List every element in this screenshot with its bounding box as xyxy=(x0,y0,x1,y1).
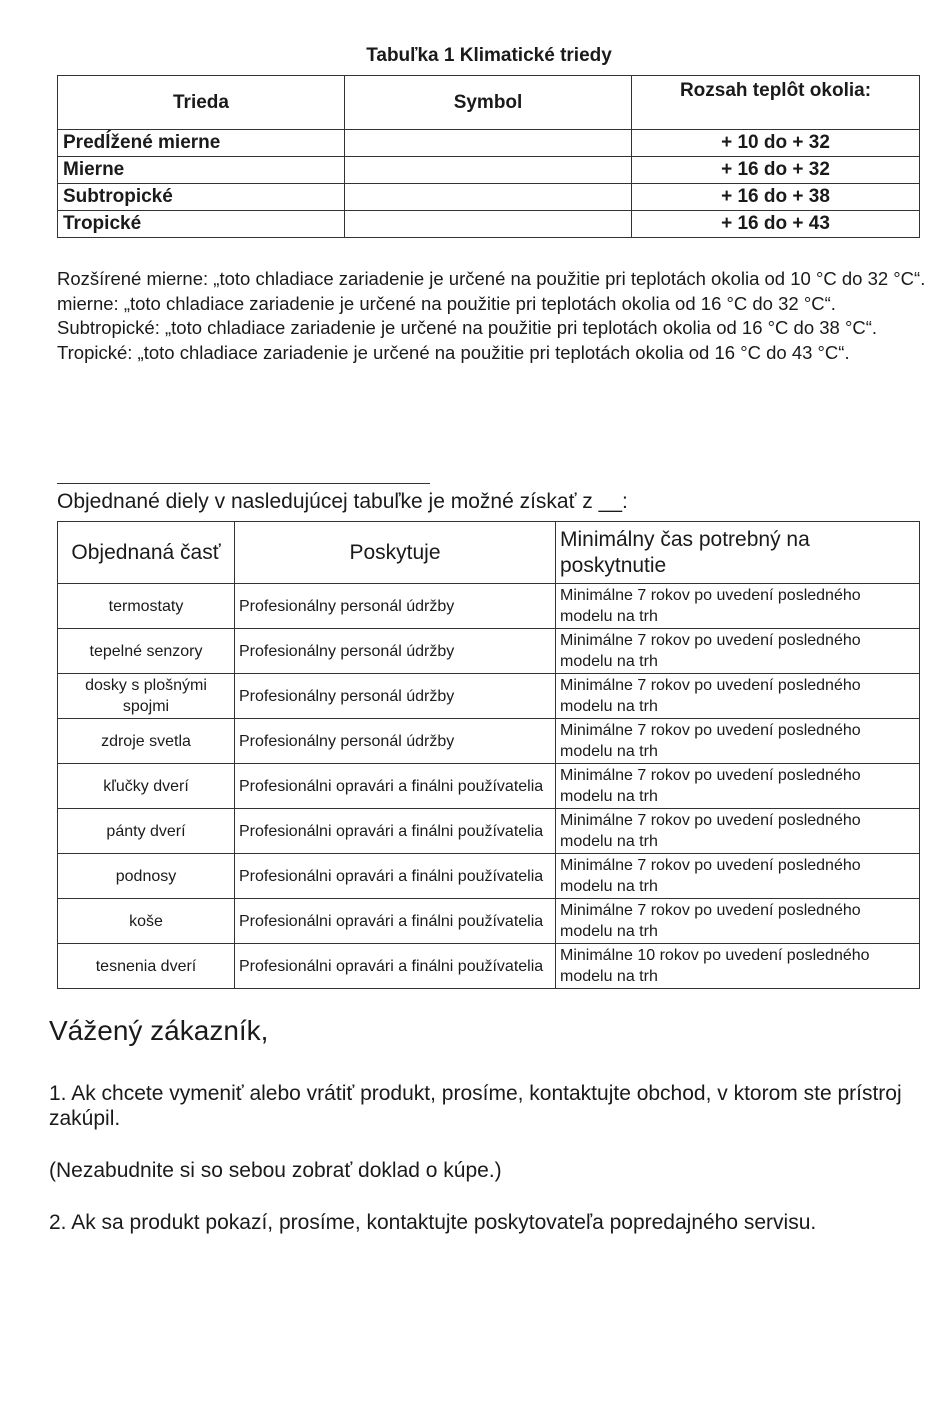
time-cell: Minimálne 7 rokov po uvedení posledného modelu na trh xyxy=(556,764,920,809)
table-row xyxy=(58,809,920,854)
column-header-time: Minimálny čas potrebný na poskytnutie xyxy=(556,522,920,584)
part-cell: dosky s plošnými spojmi xyxy=(58,674,235,719)
time-cell: Minimálne 7 rokov po uvedení posledného modelu na trh xyxy=(556,719,920,764)
time-cell: Minimálne 10 rokov po uvedení posledného modelu na trh xyxy=(556,944,920,989)
table-row xyxy=(58,211,920,238)
column-header-provider: Poskytuje xyxy=(235,522,556,584)
table-row xyxy=(58,184,920,211)
part-cell: tesnenia dverí xyxy=(58,944,235,989)
table-row xyxy=(58,944,920,989)
table-header-row xyxy=(58,522,920,584)
divider-line xyxy=(57,483,430,484)
note-paragraph: mierne: „toto chladiace zariadenie je určené na použitie pri teplotách okolia od 16 °C do 32 °C“. xyxy=(57,292,836,314)
provider-cell: Profesionálni opravári a finálni používatelia xyxy=(235,944,556,989)
symbol-cell xyxy=(345,211,632,238)
part-cell: koše xyxy=(58,899,235,944)
provider-cell: Profesionálny personál údržby xyxy=(235,629,556,674)
column-header-symbol: Symbol xyxy=(345,76,632,130)
table-row xyxy=(58,674,920,719)
range-cell: + 16 do + 43 xyxy=(632,211,920,238)
time-cell: Minimálne 7 rokov po uvedení posledného modelu na trh xyxy=(556,584,920,629)
parts-intro: Objednané diely v nasledujúcej tabuľke je možné získať z __: xyxy=(57,490,628,513)
note-paragraph: Subtropické: „toto chladiace zariadenie je určené na použitie pri teplotách okolia od 16 °C do 38 °C“. xyxy=(57,317,878,338)
table-row xyxy=(58,719,920,764)
table-row xyxy=(58,584,920,629)
range-cell: + 10 do + 32 xyxy=(632,130,920,157)
provider-cell: Profesionálny personál údržby xyxy=(235,584,556,629)
customer-paragraph: 1. Ak chcete vymeniť alebo vrátiť produkt, prosíme, kontaktujte obchod, v ktorom ste prístroj zakúpil. xyxy=(49,1082,902,1130)
class-cell: Tropické xyxy=(58,211,345,238)
provider-cell: Profesionálny personál údržby xyxy=(235,719,556,764)
note-paragraph: Rozšírené mierne: „toto chladiace zariadenie je určené na použitie pri teplotách okolia od 10 °C do 32 °C“. xyxy=(57,268,926,289)
table1-title: Tabuľka 1 Klimatické triedy xyxy=(366,45,612,66)
range-cell: + 16 do + 32 xyxy=(632,157,920,184)
note-paragraph: Tropické: „toto chladiace zariadenie je určené na použitie pri teplotách okolia od 16 °C do 43 °C“. xyxy=(57,341,850,363)
table-header-row xyxy=(58,76,920,130)
symbol-cell xyxy=(345,130,632,157)
provider-cell: Profesionálni opravári a finálni používatelia xyxy=(235,764,556,809)
customer-paragraph: 2. Ak sa produkt pokazí, prosíme, kontaktujte poskytovateľa popredajného servisu. xyxy=(49,1211,817,1234)
class-cell: Subtropické xyxy=(58,184,345,211)
column-header-class: Trieda xyxy=(58,76,345,130)
part-cell: zdroje svetla xyxy=(58,719,235,764)
table-row xyxy=(58,130,920,157)
time-cell: Minimálne 7 rokov po uvedení posledného modelu na trh xyxy=(556,809,920,854)
climate-class-table xyxy=(57,75,920,238)
part-cell: pánty dverí xyxy=(58,809,235,854)
provider-cell: Profesionálny personál údržby xyxy=(235,674,556,719)
column-header-range: Rozsah teplôt okolia: xyxy=(632,76,920,130)
customer-greeting: Vážený zákazník, xyxy=(49,1015,269,1046)
range-cell: + 16 do + 38 xyxy=(632,184,920,211)
provider-cell: Profesionálni opravári a finálni používatelia xyxy=(235,854,556,899)
column-header-part: Objednaná časť xyxy=(58,522,235,584)
provider-cell: Profesionálni opravári a finálni používatelia xyxy=(235,809,556,854)
symbol-cell xyxy=(345,184,632,211)
part-cell: podnosy xyxy=(58,854,235,899)
class-cell: Predĺžené mierne xyxy=(58,130,345,157)
time-cell: Minimálne 7 rokov po uvedení posledného modelu na trh xyxy=(556,674,920,719)
table-row xyxy=(58,854,920,899)
time-cell: Minimálne 7 rokov po uvedení posledného modelu na trh xyxy=(556,629,920,674)
part-cell: termostaty xyxy=(58,584,235,629)
provider-cell: Profesionálni opravári a finálni používatelia xyxy=(235,899,556,944)
class-cell: Mierne xyxy=(58,157,345,184)
symbol-cell xyxy=(345,157,632,184)
climate-class-notes xyxy=(57,267,927,365)
table-row xyxy=(58,764,920,809)
customer-paragraph: (Nezabudnite si so sebou zobrať doklad o kúpe.) xyxy=(49,1159,502,1182)
part-cell: tepelné senzory xyxy=(58,629,235,674)
spare-parts-table xyxy=(57,521,920,989)
table-row xyxy=(58,899,920,944)
table-row xyxy=(58,157,920,184)
part-cell: kľučky dverí xyxy=(58,764,235,809)
table-row xyxy=(58,629,920,674)
time-cell: Minimálne 7 rokov po uvedení posledného modelu na trh xyxy=(556,854,920,899)
time-cell: Minimálne 7 rokov po uvedení posledného modelu na trh xyxy=(556,899,920,944)
